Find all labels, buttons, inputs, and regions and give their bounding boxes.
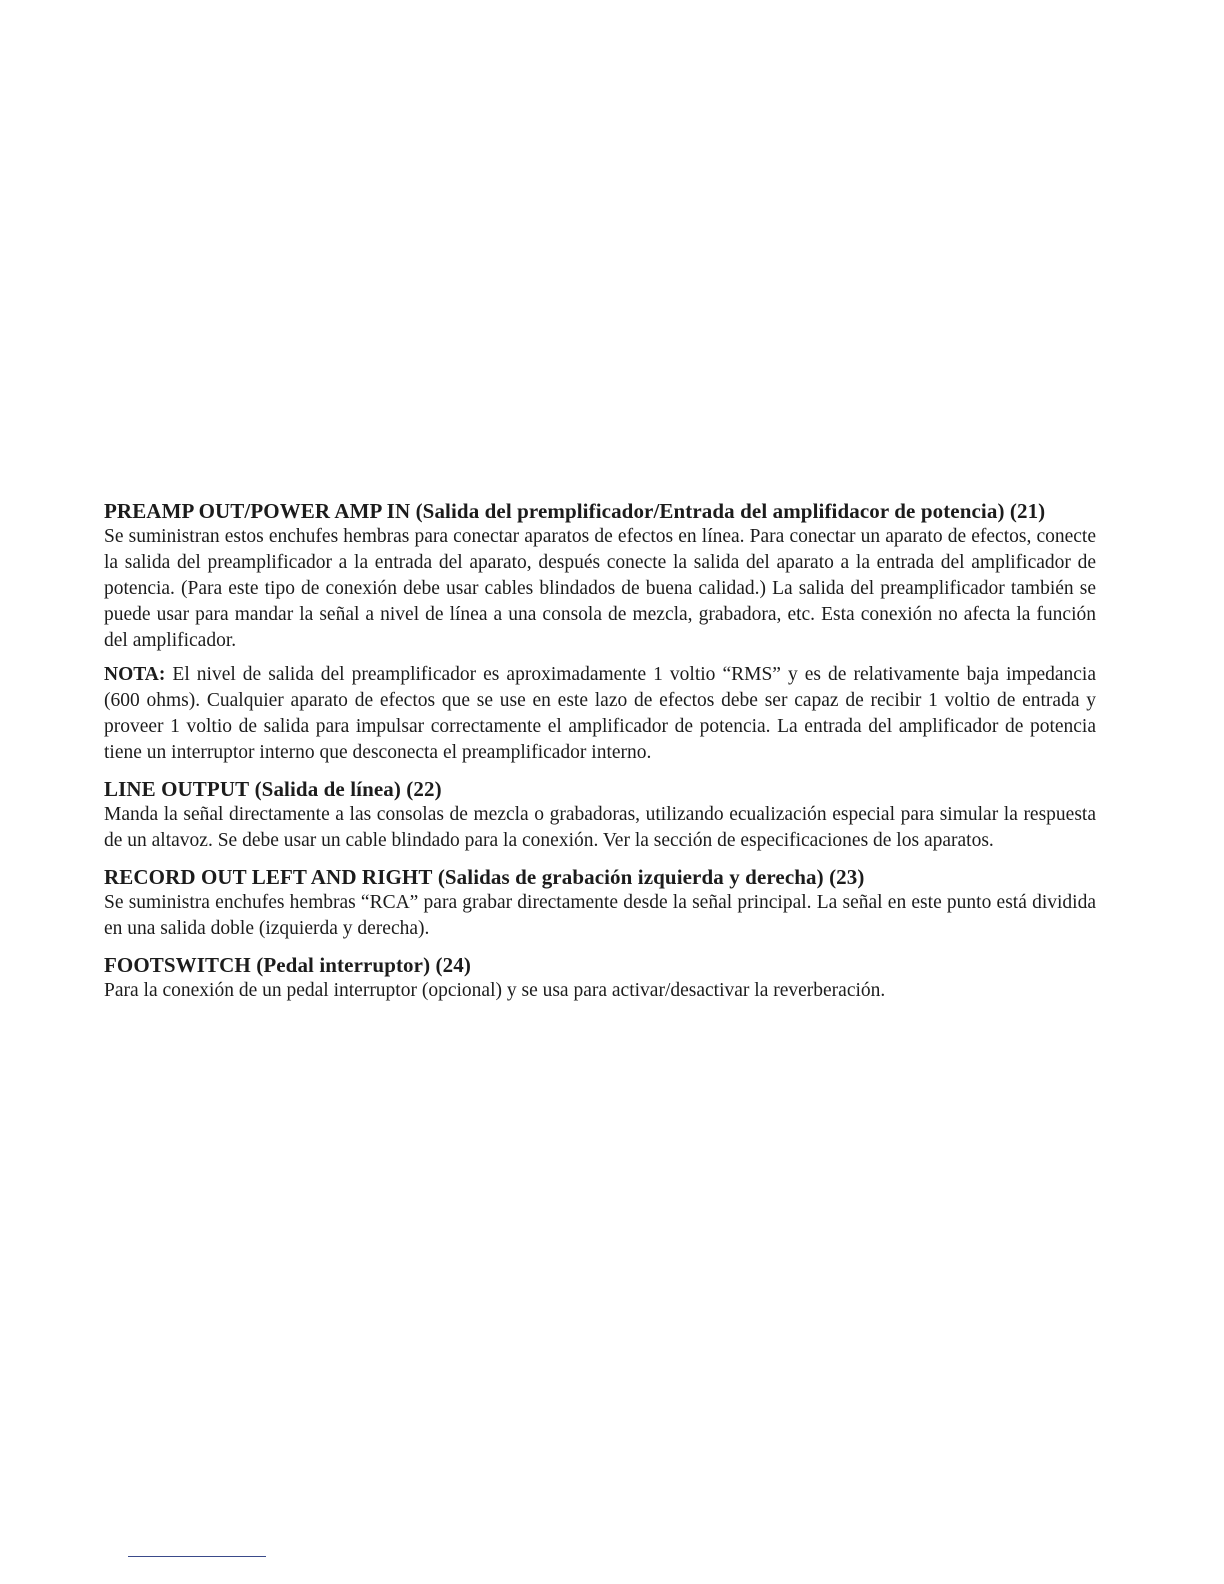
heading-gloss: (Pedal interruptor) (24) [256,953,471,977]
heading-gloss: (Salidas de grabación izquierda y derecha) (23) [437,865,865,889]
section-heading [104,498,1096,524]
note-paragraph [104,662,1096,766]
note-label: NOTA: [104,664,166,685]
heading-code: RECORD OUT LEFT AND RIGHT [104,865,433,889]
note-text: El nivel de salida del preamplificador es aproximadamente 1 voltio “RMS” y es de relativamente baja impedancia (600 ohms). Cualquier aparato de efectos que se use en este lazo de efectos debe ser capaz de recibir 1 voltio de entrada y proveer 1 voltio de salida para impulsar correctamente el amplificador de potencia. La entrada del amplificador de potencia tiene un interruptor interno que desconecta el preamplificador interno. [104,664,1096,763]
section-heading [104,864,1096,890]
heading-code: PREAMP OUT/POWER AMP IN [104,499,411,523]
section-body: Se suministran estos enchufes hembras para conectar aparatos de efectos en línea. Para conectar un aparato de efectos, conecte la salida del preamplificador a la entrada del aparato, después conecte la salida del aparato a la entrada del amplificador de potencia. (Para este tipo de conexión debe usar cables blindados de buena calidad.) La salida del preamplificador también se puede usar para mandar la señal a nivel de línea a una consola de mezcla, grabadora, etc. Esta conexión no afecta la función del amplificador. [104,526,1096,651]
section-body: Manda la señal directamente a las consolas de mezcla o grabadoras, utilizando ecualización especial para simular la respuesta de un altavoz. Se debe usar un cable blindado para la conexión. Ver la sección de especificaciones de los aparatos. [104,804,1096,851]
manual-content [104,498,1096,1014]
heading-code: FOOTSWITCH [104,953,251,977]
heading-code: LINE OUTPUT [104,777,250,801]
section-line-output [104,776,1096,854]
section-body: Se suministra enchufes hembras “RCA” para grabar directamente desde la señal principal. La señal en este punto está dividida en una salida doble (izquierda y derecha). [104,892,1096,939]
section-record-out [104,864,1096,942]
section-footswitch [104,952,1096,1004]
heading-gloss: (Salida del premplificador/Entrada del amplifidacor de potencia) (21) [415,499,1046,523]
section-body: Para la conexión de un pedal interruptor (opcional) y se usa para activar/desactivar la reverberación. [104,980,886,1001]
section-heading [104,776,1096,802]
heading-gloss: (Salida de línea) (22) [254,777,442,801]
footer-rule [128,1556,266,1557]
section-preamp-out-power-amp-in [104,498,1096,766]
section-heading [104,952,1096,978]
